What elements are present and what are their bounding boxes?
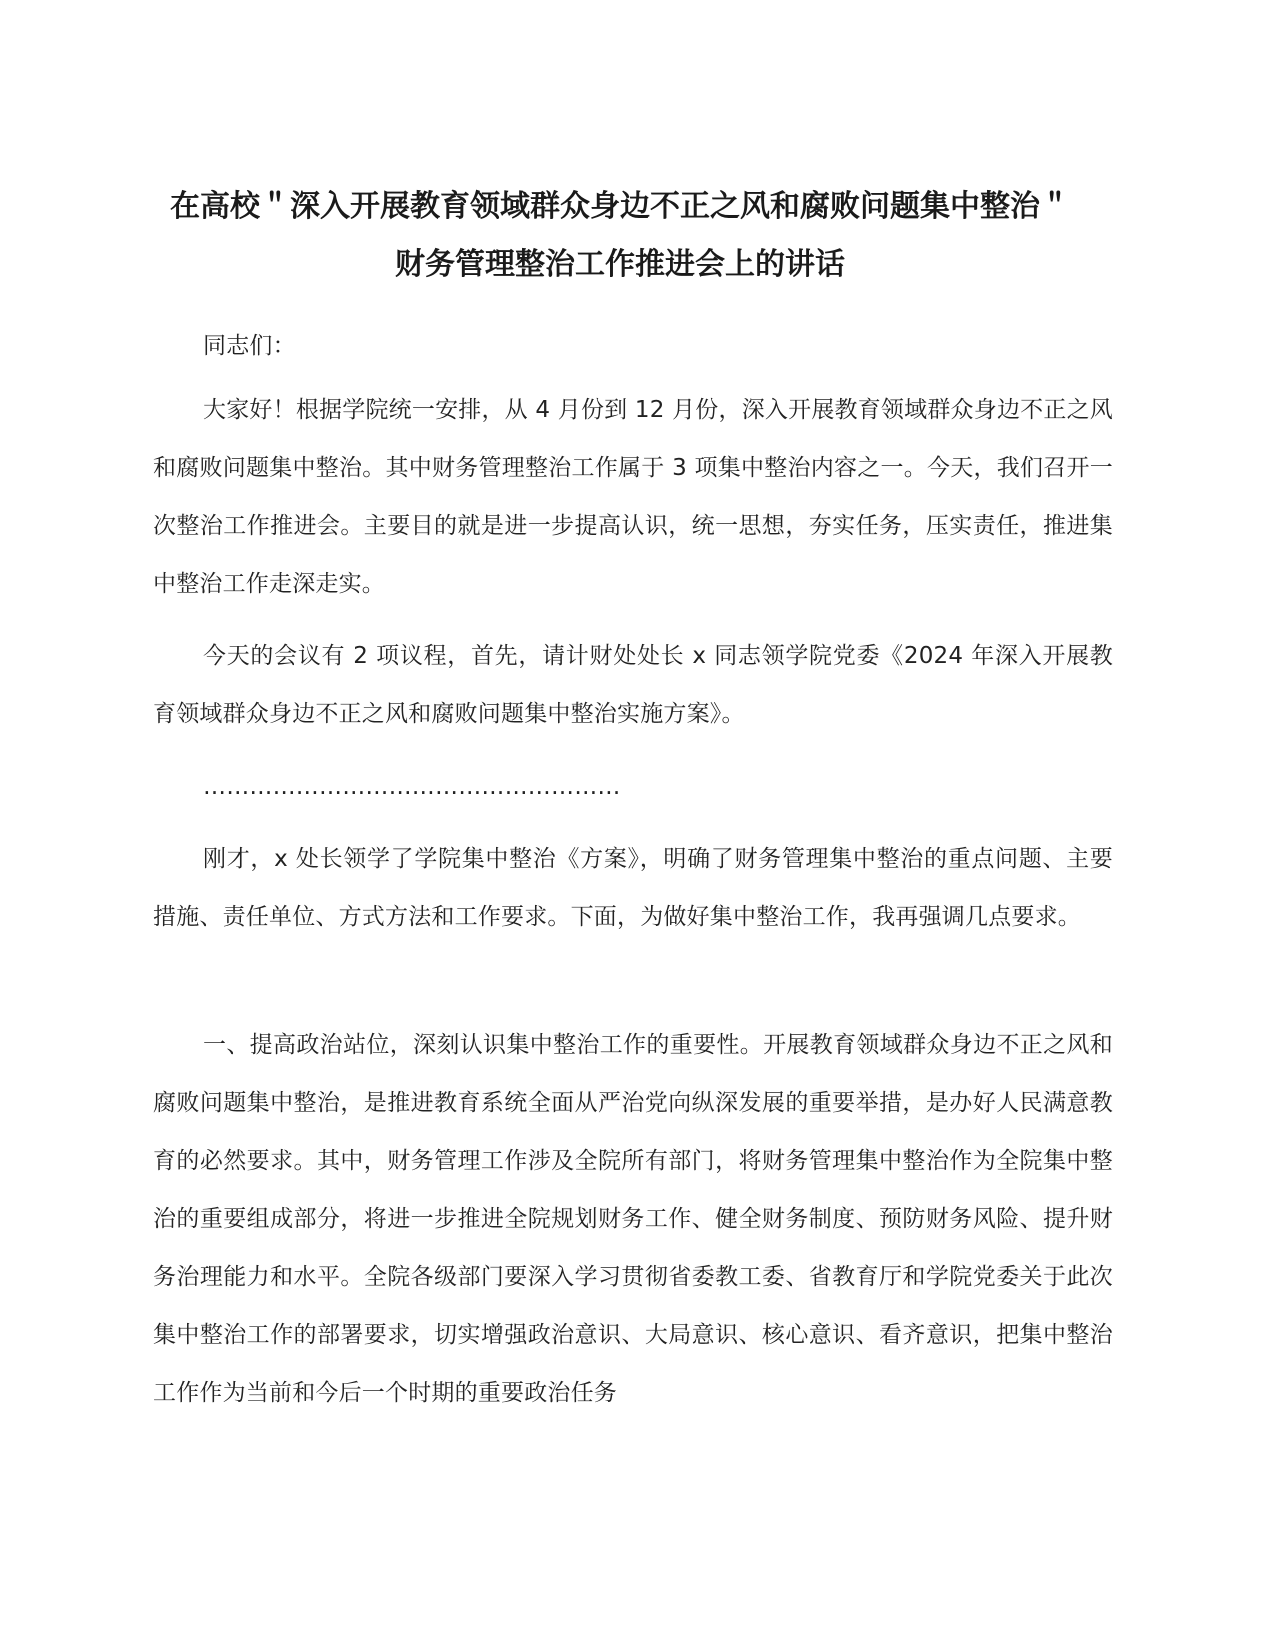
salutation: 同志们： [203, 333, 296, 359]
title-line-1: 在高校＂深入开展教育领域群众身边不正之风和腐败问题集中整治＂ [170, 189, 1070, 224]
paragraph-greeting: 大家好！根据学院统一安排，从 4 月份到 12 月份，深入开展教育领域群众身边不正之风和腐败问题集中整治。其中财务管理整治工作属于 3 项集中整治内容之一。今天，我们召开一次整治工作推进会。主要目的就是进一步提高认识，统一思想，夯实任务，压实责任，推进集中整治工作走深走实。 [153, 397, 1113, 597]
ellipsis-separator: ……………………………………………… [203, 774, 621, 800]
title-line-2: 财务管理整治工作推进会上的讲话 [395, 247, 845, 282]
paragraph-agenda: 今天的会议有 2 项议程，首先，请计财处处长 x 同志领学院党委《2024 年深入开展教育领域群众身边不正之风和腐败问题集中整治实施方案》。 [153, 643, 1113, 727]
paragraph-requirements-intro: 刚才，x 处长领学了学院集中整治《方案》，明确了财务管理集中整治的重点问题、主要措施、责任单位、方式方法和工作要求。下面，为做好集中整治工作，我再强调几点要求。 [153, 846, 1113, 930]
document-title [140, 178, 1100, 294]
paragraph-section-one: 一、提高政治站位，深刻认识集中整治工作的重要性。开展教育领域群众身边不正之风和腐败问题集中整治，是推进教育系统全面从严治党向纵深发展的重要举措，是办好人民满意教育的必然要求。其中，财务管理工作涉及全院所有部门，将财务管理集中整治作为全院集中整治的重要组成部分，将进一步推进全院规划财务工作、健全财务制度、预防财务风险、提升财务治理能力和水平。全院各级部门要深入学习贯彻省委教工委、省教育厅和学院党委关于此次集中整治工作的部署要求，切实增强政治意识、大局意识、核心意识、看齐意识，把集中整治工作作为当前和今后一个时期的重要政治任务 [153, 1032, 1113, 1406]
